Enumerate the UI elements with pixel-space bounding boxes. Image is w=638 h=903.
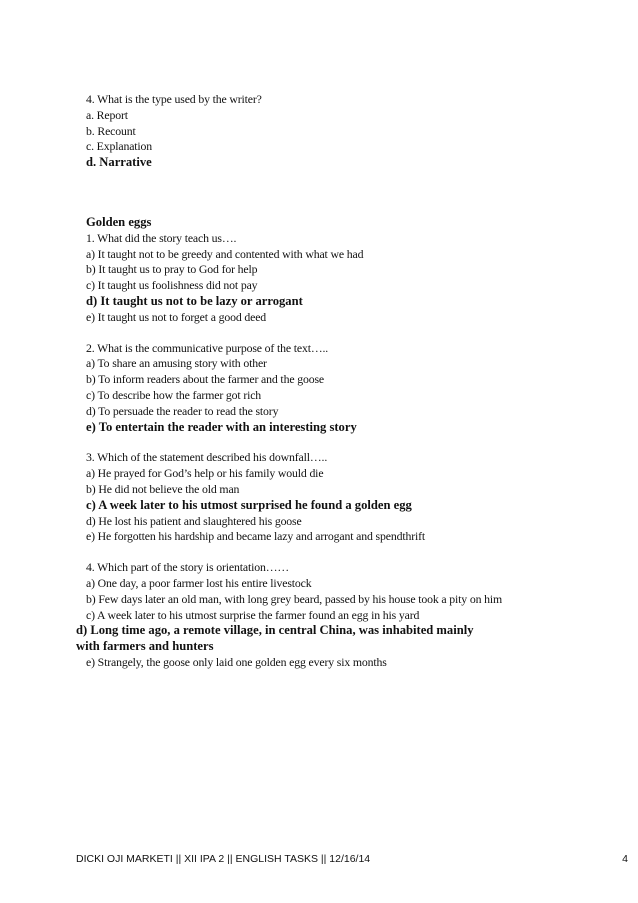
- footer-text: DICKI OJI MARKETI || XII IPA 2 || ENGLISH TASKS || 12/16/14: [76, 853, 371, 865]
- answer-option-d: d. Narrative: [86, 155, 152, 170]
- q4-option-e: e) Strangely, the goose only laid one golden egg every six months: [86, 654, 387, 669]
- q2-option-a: a) To share an amusing story with other: [86, 356, 267, 371]
- q4-option-c: c) A week later to his utmost surprise the farmer found an egg in his yard: [86, 607, 420, 622]
- question-4: 4. Which part of the story is orientation……: [86, 560, 290, 575]
- q3-option-d: d) He lost his patient and slaughtered his goose: [86, 513, 302, 528]
- page-footer: [76, 853, 628, 865]
- q2-option-b: b) To inform readers about the farmer and the goose: [86, 372, 324, 387]
- spacer: [86, 171, 606, 215]
- option-b: b. Recount: [86, 123, 136, 138]
- question-1: 1. What did the story teach us….: [86, 230, 237, 245]
- q1-option-c: c) It taught us foolishness did not pay: [86, 278, 258, 293]
- q1-answer-d: d) It taught us not to be lazy or arrogant: [86, 293, 303, 308]
- q2-answer-e: e) To entertain the reader with an interesting story: [86, 419, 357, 434]
- q2-option-c: c) To describe how the farmer got rich: [86, 387, 262, 402]
- question-2: 2. What is the communicative purpose of the text…..: [86, 340, 329, 355]
- q3-option-a: a) He prayed for God’s help or his family would die: [86, 466, 324, 481]
- q1-option-a: a) It taught not to be greedy and contented with what we had: [86, 246, 364, 261]
- q1-option-e: e) It taught us not to forget a good deed: [86, 309, 267, 324]
- q1-option-b: b) It taught us to pray to God for help: [86, 262, 258, 277]
- spacer: [86, 326, 606, 341]
- q4-answer-d-line1: d) Long time ago, a remote village, in central China, was inhabited mainly: [76, 623, 474, 638]
- q3-option-b: b) He did not believe the old man: [86, 481, 240, 496]
- q4-answer-d-line2: with farmers and hunters: [76, 639, 214, 654]
- page-content: [76, 92, 606, 671]
- page-number: 4: [622, 853, 628, 865]
- option-a: a. Report: [86, 107, 128, 122]
- section-title: Golden eggs: [86, 214, 152, 229]
- option-c: c. Explanation: [86, 139, 153, 154]
- q4-option-b: b) Few days later an old man, with long grey beard, passed by his house took a pity on him: [86, 591, 503, 606]
- q3-answer-c: c) A week later to his utmost surprised he found a golden egg: [86, 497, 412, 512]
- q3-option-e: e) He forgotten his hardship and became lazy and arrogant and spendthrift: [86, 529, 426, 544]
- q4-option-a: a) One day, a poor farmer lost his entire livestock: [86, 575, 312, 590]
- spacer: [86, 435, 606, 450]
- question-3: 3. Which of the statement described his downfall…..: [86, 450, 328, 465]
- spacer: [86, 545, 606, 560]
- q2-option-d: d) To persuade the reader to read the story: [86, 403, 279, 418]
- question-type: 4. What is the type used by the writer?: [86, 92, 262, 106]
